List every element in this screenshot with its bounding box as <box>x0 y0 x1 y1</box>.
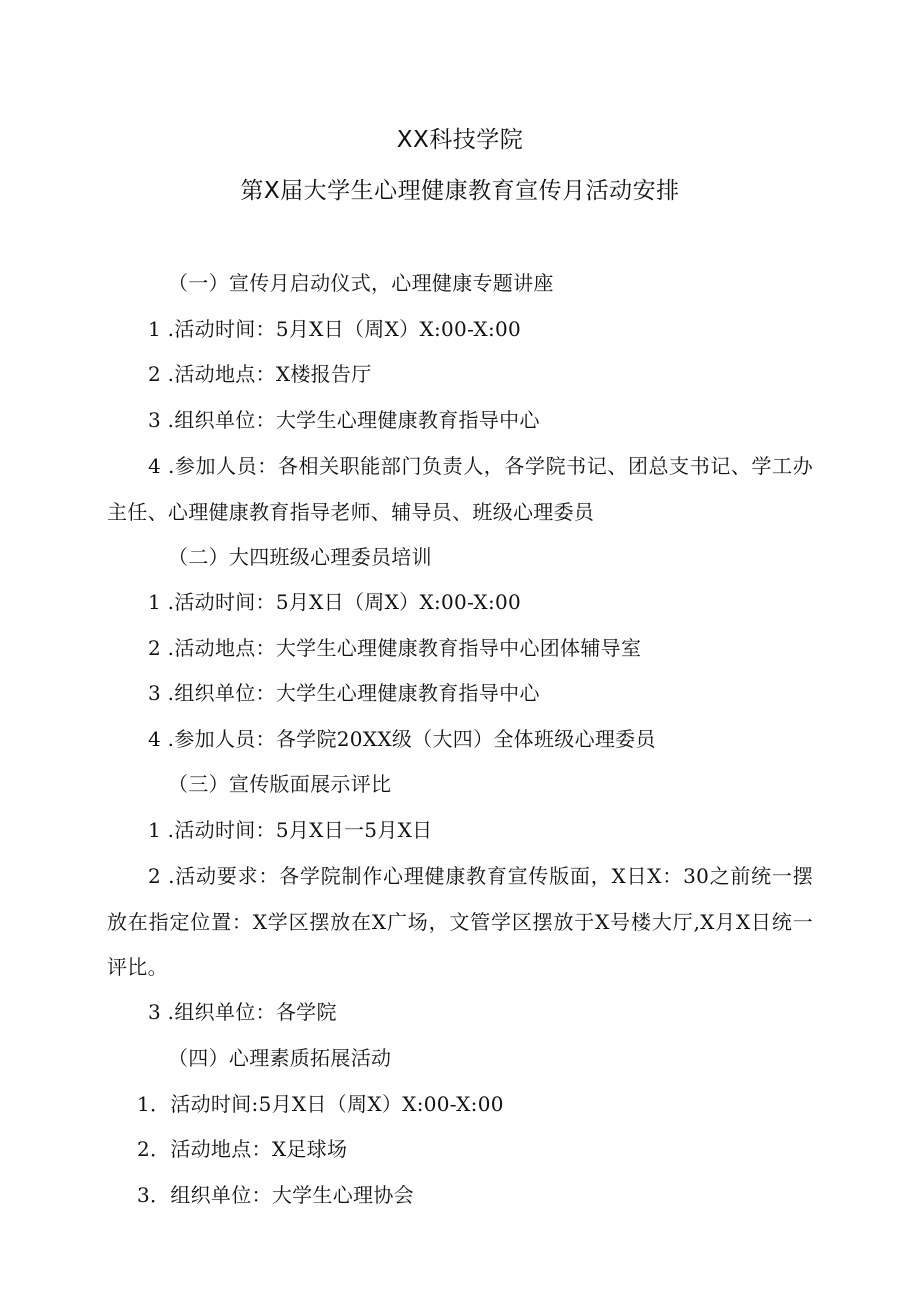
section-4-item-3: 3．组织单位：大学生心理协会 <box>137 1183 414 1207</box>
section-2-item-4: 4 .参加人员：各学院20XX级（大四）全体班级心理委员 <box>148 727 656 751</box>
section-3-item-3: 3 .组织单位：各学院 <box>148 1000 337 1024</box>
section-3-item-2: 2 .活动要求：各学院制作心理健康教育宣传版面，X日X：30之前统一摆放在指定位置：X学区摆放在X广场，文管学区摆放于X号楼大厅,X月X日统一评比。 <box>107 864 813 979</box>
section-4-item-1: 1．活动时间:5月X日（周X）X:00-X:00 <box>137 1092 504 1116</box>
section-1-item-2: 2 .活动地点：X楼报告厅 <box>148 362 372 386</box>
section-3-item-1: 1 .活动时间：5月X日一5月X日 <box>148 818 433 842</box>
section-1-item-3: 3 .组织单位：大学生心理健康教育指导中心 <box>148 408 540 432</box>
section-heading-1: （一）宣传月启动仪式，心理健康专题讲座 <box>168 271 554 295</box>
document-title: 第X届大学生心理健康教育宣传月活动安排 <box>240 178 680 204</box>
section-heading-3: （三）宣传版面展示评比 <box>168 772 392 796</box>
section-2-item-2: 2 .活动地点：大学生心理健康教育指导中心团体辅导室 <box>148 636 642 660</box>
section-heading-4: （四）心理素质拓展活动 <box>168 1046 392 1070</box>
section-4-item-2: 2．活动地点：X足球场 <box>137 1137 348 1161</box>
section-2-item-3: 3 .组织单位：大学生心理健康教育指导中心 <box>148 681 540 705</box>
section-heading-2: （二）大四班级心理委员培训 <box>168 545 432 569</box>
section-1-item-4: 4 .参加人员：各相关职能部门负责人，各学院书记、团总支书记、学工办主任、心理健康教育指导老师、辅导员、班级心理委员 <box>107 454 813 524</box>
section-1-item-1: 1 .活动时间：5月X日（周X）X:00-X:00 <box>148 317 522 341</box>
section-2-item-1: 1 .活动时间：5月X日（周X）X:00-X:00 <box>148 590 522 614</box>
school-name: XX科技学院 <box>396 127 524 153</box>
